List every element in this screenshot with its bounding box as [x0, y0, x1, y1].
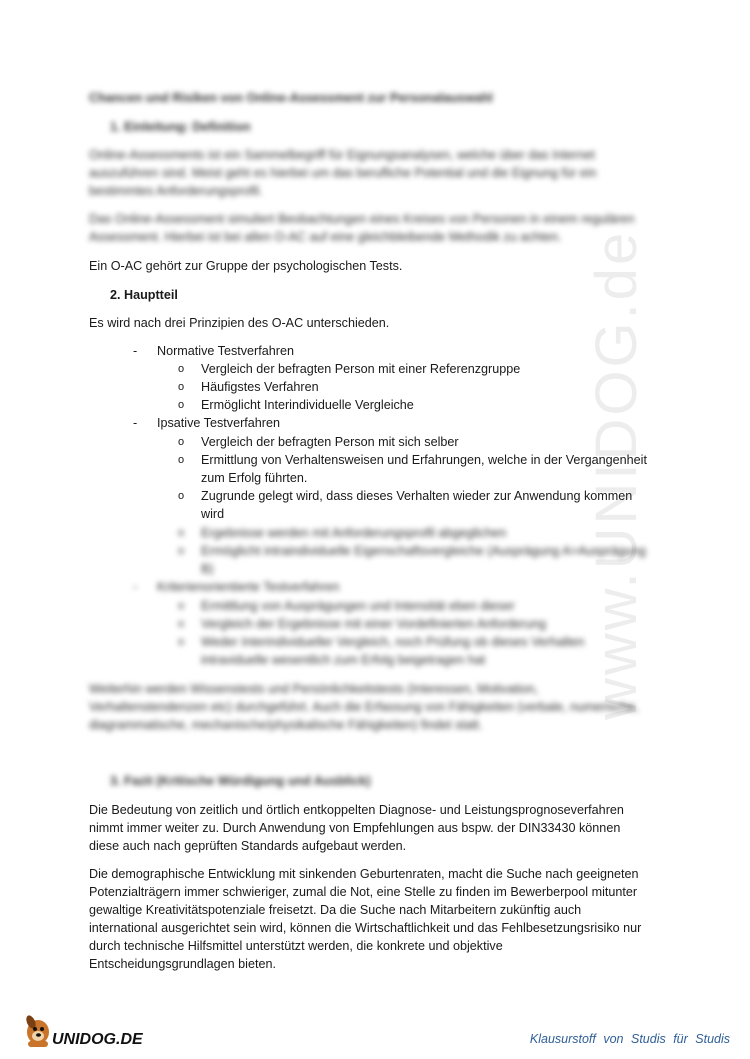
ipsative-item: Vergleich der befragten Person mit sich selber: [201, 435, 459, 449]
text-line: Entscheidungsgrundlagen bieten.: [89, 957, 276, 971]
kriterien-item: Vergleich der Ergebnisse mit einer Vordefinierten Anforderung: [201, 617, 547, 631]
ipsative-item: Ermöglicht intraindividuelle Eigenschaftsvergleiche (Ausprägung A>Ausprägung: [201, 544, 646, 558]
normative-item: Ermöglicht Interindividuelle Vergleiche: [201, 398, 414, 412]
section3-paragraph1: [89, 801, 669, 855]
circle-bullet: o: [178, 636, 185, 648]
text-line: durch technische Hilfsmittel unterstützt werden, die konkrete und objektive: [89, 939, 503, 953]
normative-label: Normative Testverfahren: [157, 344, 294, 358]
unidog-logo[interactable]: [22, 1008, 157, 1054]
dash-bullet: -: [133, 416, 138, 430]
text-line: Potenzialträgern immer schwieriger, zumal die Not, eine Stelle zu finden im Bewerberpool mitunter: [89, 885, 638, 899]
section1-paragraph2: [89, 210, 669, 246]
circle-bullet: o: [178, 545, 185, 557]
text-line: auszuführen sind. Meist geht es hierbei um das berufliche Potential und die Eignung für ein: [89, 166, 597, 180]
section3-paragraph2: [89, 865, 669, 973]
text-line: Weiterhin werden Wissenstests und Persönlichkeitstests (Interessen, Motivation,: [89, 682, 539, 696]
section2-intro: Es wird nach drei Prinzipien des O-AC unterschieden.: [89, 316, 390, 330]
document-title: Chancen und Risiken von Online-Assessment zur Personalauswahl: [89, 91, 493, 105]
circle-bullet: o: [178, 436, 185, 448]
circle-bullet: o: [178, 399, 185, 411]
logo-text: UNIDOG.DE: [52, 1031, 143, 1048]
circle-bullet: o: [178, 527, 185, 539]
section1-paragraph1: [89, 146, 669, 200]
dog-icon: [22, 1008, 157, 1054]
ipsative-item-cont: B): [201, 562, 214, 576]
ipsative-item: Ergebnisse werden mit Anforderungsprofil abgeglichen: [201, 526, 507, 540]
section2-heading: 2. Hauptteil: [110, 288, 178, 302]
section3-heading: 3. Fazit (Kritische Würdigung und Ausblick): [110, 774, 371, 788]
circle-bullet: o: [178, 363, 185, 375]
text-line: international ausgerichtet sein wird, können die Wirtschaftlichkeit und das Fehlbesetzungsrisiko nur: [89, 921, 642, 935]
kriterien-item: Weder Interindividueller Vergleich, noch Prüfung ob dieses Verhalten: [201, 635, 585, 649]
text-line: bestimmtes Anforderungsprofil.: [89, 184, 263, 198]
text-line: Verhaltenstendenzen etc) durchgeführt. Auch die Erfassung von Fähigkeiten (verbale, numerische,: [89, 700, 639, 714]
text-line: Online-Assessments ist ein Sammelbegriff für Eignungsanalysen, welche über das Internet: [89, 148, 595, 162]
text-line: Assessment. Hierbei ist bei allen O-AC auf eine gleichbleibende Methodik zu achten.: [89, 230, 562, 244]
text-line: Das Online-Assessment simuliert Beobachtungen eines Kreises von Personen in einem regulären: [89, 212, 635, 226]
ipsative-item-cont: wird: [201, 507, 225, 521]
text-line: diese auch nach geprüften Standards aufgebaut werden.: [89, 839, 407, 853]
kriterien-label: Kriterienorientierte Testverfahren: [157, 580, 340, 594]
circle-bullet: o: [178, 490, 185, 502]
text-line: diagrammatische, mechanische/physikalische Fähigkeiten) findet statt.: [89, 718, 483, 732]
circle-bullet: o: [178, 454, 185, 466]
ipsative-label: Ipsative Testverfahren: [157, 416, 280, 430]
text-line: nimmt immer weiter zu. Durch Anwendung von Empfehlungen aus bspw. der DIN33430 können: [89, 821, 621, 835]
watermark: www.UNIDOG.de: [584, 229, 649, 720]
text-line: Die Bedeutung von zeitlich und örtlich entkoppelten Diagnose- und Leistungsprognoseverfahren: [89, 803, 624, 817]
footer-tagline: Klausurstoff von Studis für Studis: [529, 1032, 730, 1046]
dash-bullet: -: [133, 580, 138, 594]
text-line: gewaltige Kreativitätspotenziale freisetzt. Da die Suche nach Mitarbeitern zukünftig auch: [89, 903, 582, 917]
ipsative-item-cont: zum Erfolg führten.: [201, 471, 308, 485]
section1-paragraph3: Ein O-AC gehört zur Gruppe der psychologischen Tests.: [89, 259, 403, 273]
circle-bullet: o: [178, 618, 185, 630]
section1-heading: 1. Einleitung: Definition: [110, 120, 251, 134]
circle-bullet: o: [178, 381, 185, 393]
text-line: Die demographische Entwicklung mit sinkenden Geburtenraten, macht die Suche nach geeigneten: [89, 867, 639, 881]
ipsative-item: Zugrunde gelegt wird, dass dieses Verhalten wieder zur Anwendung kommen: [201, 489, 633, 503]
section2-outro: [89, 680, 669, 734]
dash-bullet: -: [133, 344, 138, 358]
normative-item: Häufigstes Verfahren: [201, 380, 319, 394]
kriterien-item: Ermittlung von Ausprägungen und Intensität eben dieser: [201, 599, 515, 613]
kriterien-item-cont: intraviduelle wesentlich zum Erfolg beigetragen hat: [201, 653, 486, 667]
circle-bullet: o: [178, 600, 185, 612]
normative-item: Vergleich der befragten Person mit einer Referenzgruppe: [201, 362, 521, 376]
ipsative-item: Ermittlung von Verhaltensweisen und Erfahrungen, welche in der Vergangenheit: [201, 453, 647, 467]
